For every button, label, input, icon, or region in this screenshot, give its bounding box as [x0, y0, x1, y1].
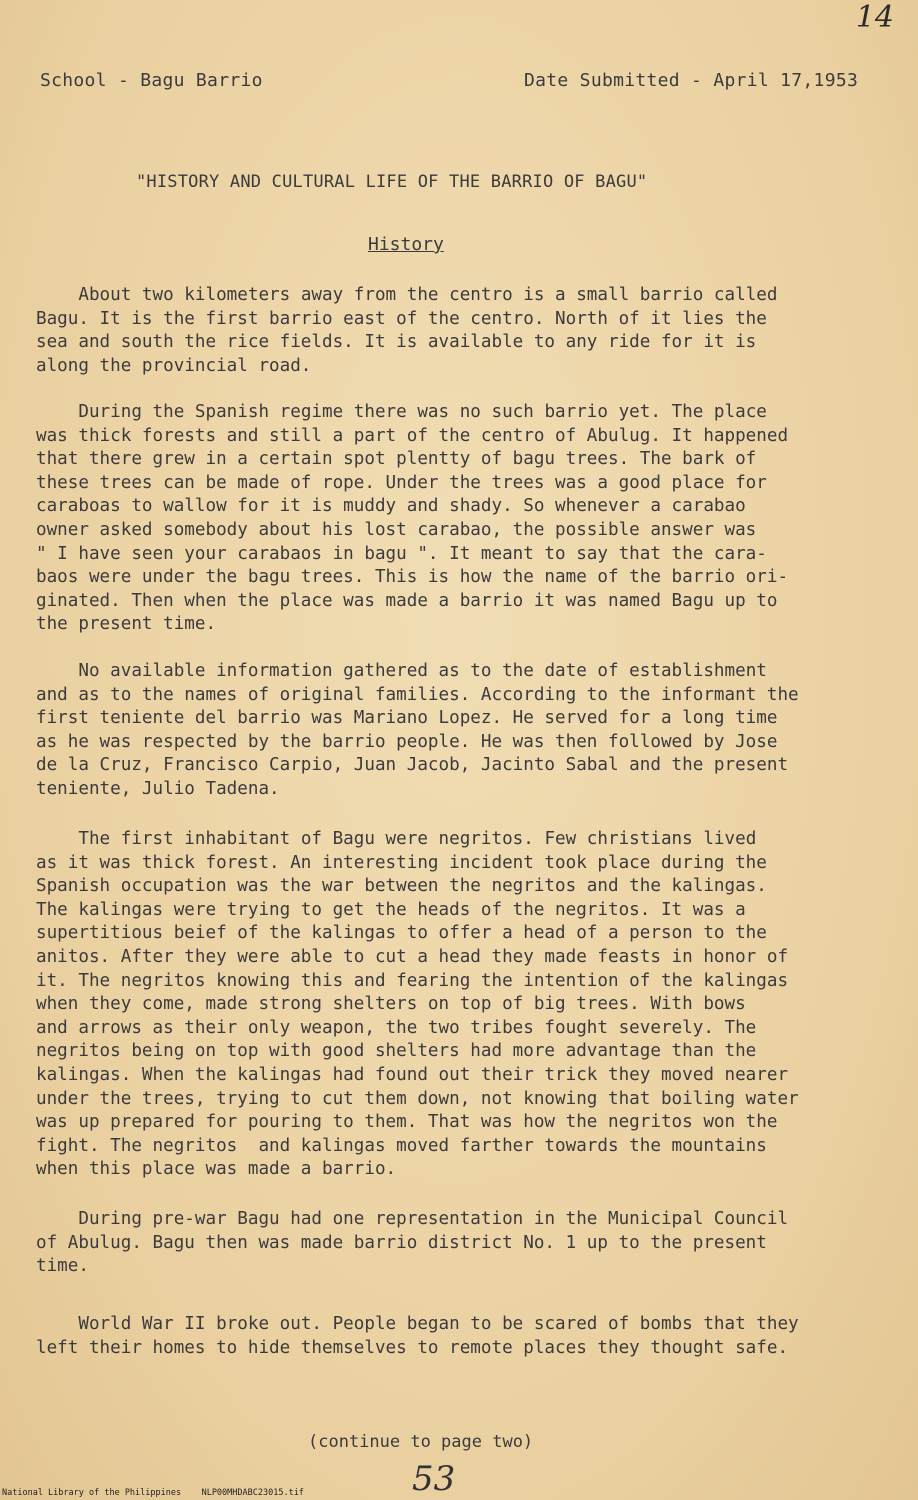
date-submitted: Date Submitted - April 17,1953	[524, 70, 859, 91]
school-label: School - Bagu Barrio	[40, 70, 263, 91]
document-title: "HISTORY AND CULTURAL LIFE OF THE BARRIO OF BAGU"	[136, 172, 648, 192]
archive-footer: National Library of the Philippines NLP00MHDABC23015.tif	[2, 1488, 304, 1498]
paragraph-location: About two kilometers away from the centro is a small barrio called Bagu. It is the first barrio east of the centro. North of it lies the sea and south the rice fields. It is available to any ride for it is along the provincial road.	[36, 285, 778, 376]
paragraph-tenientes: No available information gathered as to the date of establishment and as to the names of original families. According to the informant the first teniente del barrio was Mariano Lopez. He served for a long time as he was respected by the barrio people. He was then followed by Jose de la Cruz, Francisco Carpio, Juan Jacob, Jacinto Sabal and the present teniente, Julio Tadena.	[36, 661, 799, 799]
paragraph-inhabitants: The first inhabitant of Bagu were negritos. Few christians lived as it was thick forest. An interesting incident took place during the Spanish occupation was the war between the negritos and the kalingas. The kalingas were trying to get the heads of the negritos. It was a supertitious beief of the kalingas to offer a head of a person to the anitos. After they were able to cut a head they made feasts in honor of it. The negritos knowing this and fearing the intention of the kalingas when they come, made strong shelters on top of big trees. With bows and arrows as their only weapon, the two tribes fought severely. The negritos being on top with good shelters had more advantage than the kalingas. When the kalingas had found out their trick they moved nearer under the trees, trying to cut them down, not knowing that boiling water was up prepared for pouring to them. That was how the negritos won the fight. The negritos and kalingas moved farther towards the mountains when this place was made a barrio.	[36, 829, 799, 1180]
paragraph-pre-war: During pre-war Bagu had one representation in the Municipal Council of Abulug. Bagu then was made barrio district No. 1 up to the present time.	[36, 1209, 789, 1277]
corner-page-mark: 14	[855, 0, 894, 35]
paragraph-world-war: World War II broke out. People began to be scared of bombs that they left their homes to hide themselves to remote places they thought safe.	[36, 1314, 799, 1358]
paragraph-name-origin: During the Spanish regime there was no such barrio yet. The place was thick forests and still a part of the centro of Abulug. It happened that there grew in a certain spot plentty of bagu trees. The bark of these trees can be made of rope. Under the trees was a good place for caraboas to wallow for it is muddy and shady. So whenever a carabao owner asked somebody about his lost carabao, the possible answer was " I have seen your carabaos in bagu ". It meant to say that the cara- baos were under the bagu trees. This is how the name of the barrio ori- ginated. Then when the place was made a barrio it was named Bagu up to the present time.	[36, 402, 789, 635]
handwritten-page-number: 53	[412, 1459, 456, 1499]
section-heading-history: History	[368, 234, 444, 255]
continue-note: (continue to page two)	[308, 1432, 534, 1452]
